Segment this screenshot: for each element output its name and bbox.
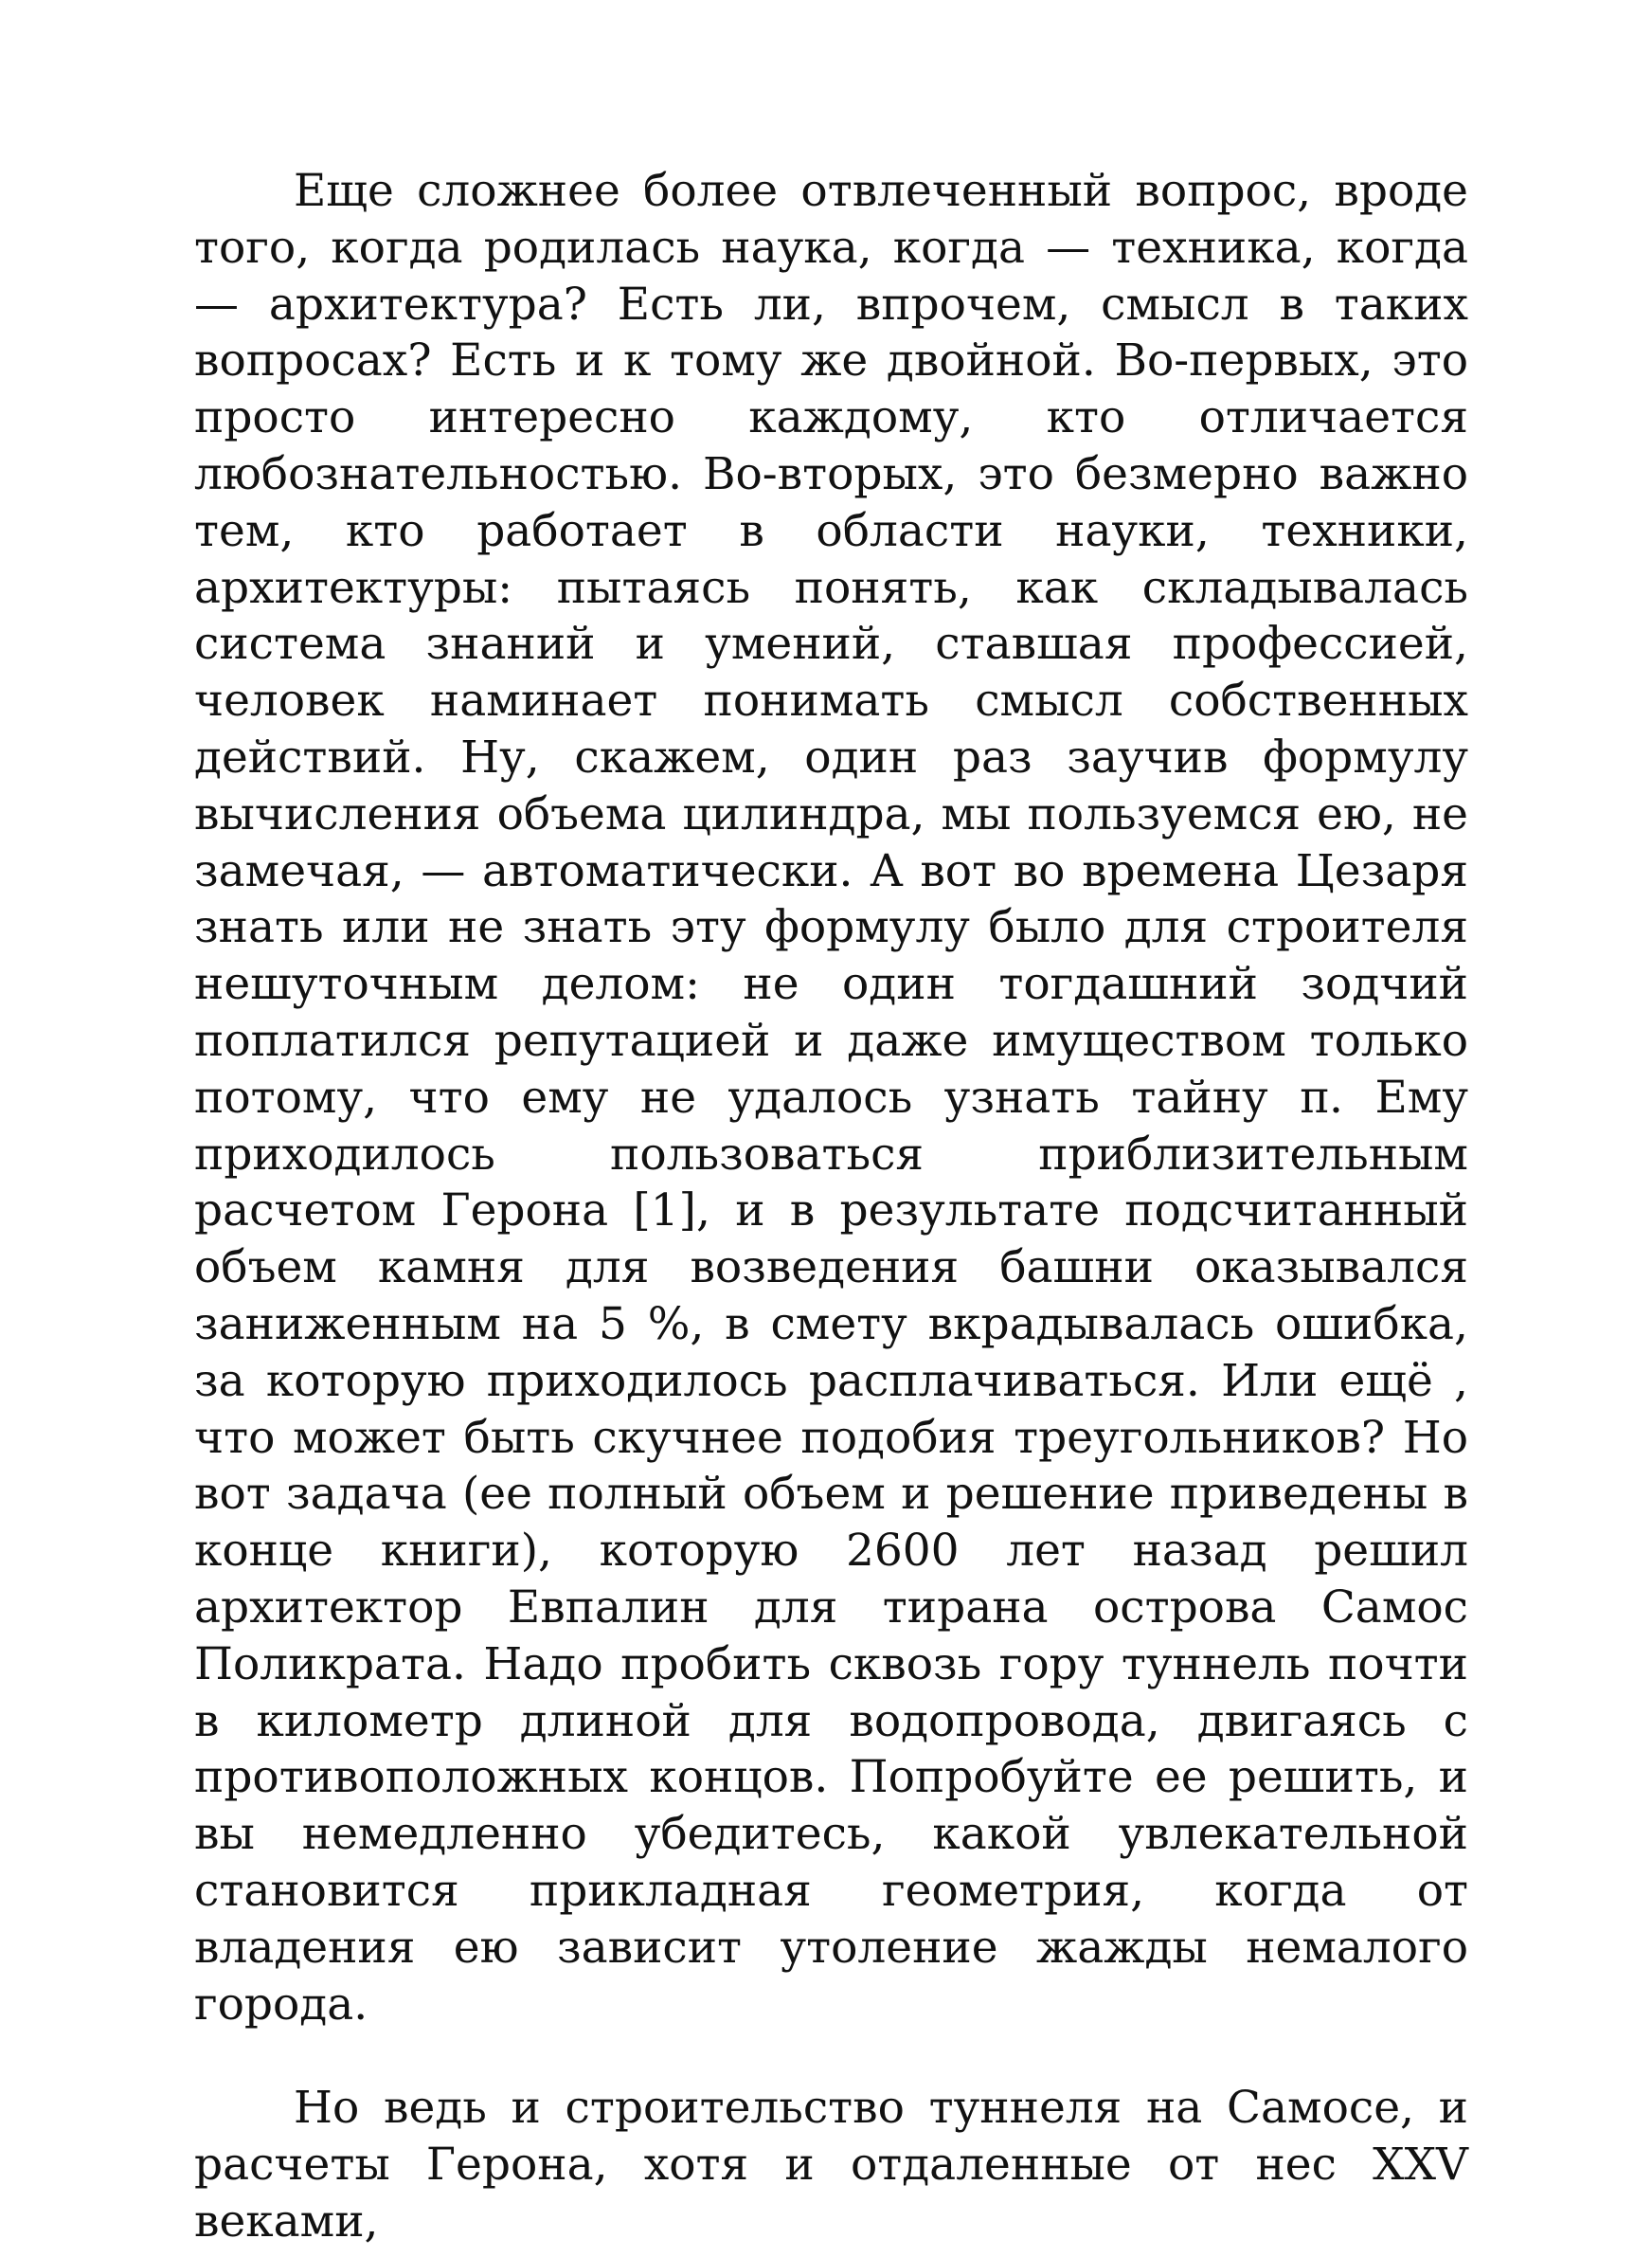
paragraph-2: Но ведь и строительство туннеля на Самосе, и расчеты Герона, хотя и отдаленные от нес XXV веками, xyxy=(194,2082,1468,2248)
paragraph-1: Еще сложнее более отвлеченный вопрос, вроде того, когда родилась наука, когда — техника, когда — архитектура? Есть ли, впрочем, смысл в таких вопросах? Есть и к тому же двойной. Во-первых, это просто интересно каждому, кто отличается любознательностью. Во-вторых, это безмерно важно тем, кто работает в области науки, техники, архитектуры: пытаясь понять, как складывалась система знаний и умений, ставшая профессией, человек наминает понимать смысл собственных действий. Ну, скажем, один раз заучив формулу вычисления объема цилиндра, мы пользуемся ею, не замечая, — автоматически. А вот во времена Цезаря знать или не знать эту формулу было для строителя нешуточным делом: не один тогдашний зодчий поплатился репутацией и даже имуществом только потому, что ему не удалось узнать тайну π. Ему приходилось пользоваться приблизительным расчетом Герона [1], и в результате подсчитанный объем камня для возведения башни оказывался заниженным на 5 %, в смету вкрадывалась ошибка, за которую приходилось расплачиваться. Или ещё , что может быть скучнее подобия треугольников? Но вот задача (ее полный объем и решение приведены в конце книги), которую 2600 лет назад решил архитектор Евпалин для тирана острова Самос Поликрата. Надо пробить сквозь гору туннель почти в километр длиной для водопровода, двигаясь с противоположных концов. Попробуйте ее решить, и вы немедленно убедитесь, какой увлекательной становится прикладная геометрия, когда от владения ею зависит утоление жажды немалого города. xyxy=(194,165,1468,2031)
text-column xyxy=(194,163,1468,2250)
